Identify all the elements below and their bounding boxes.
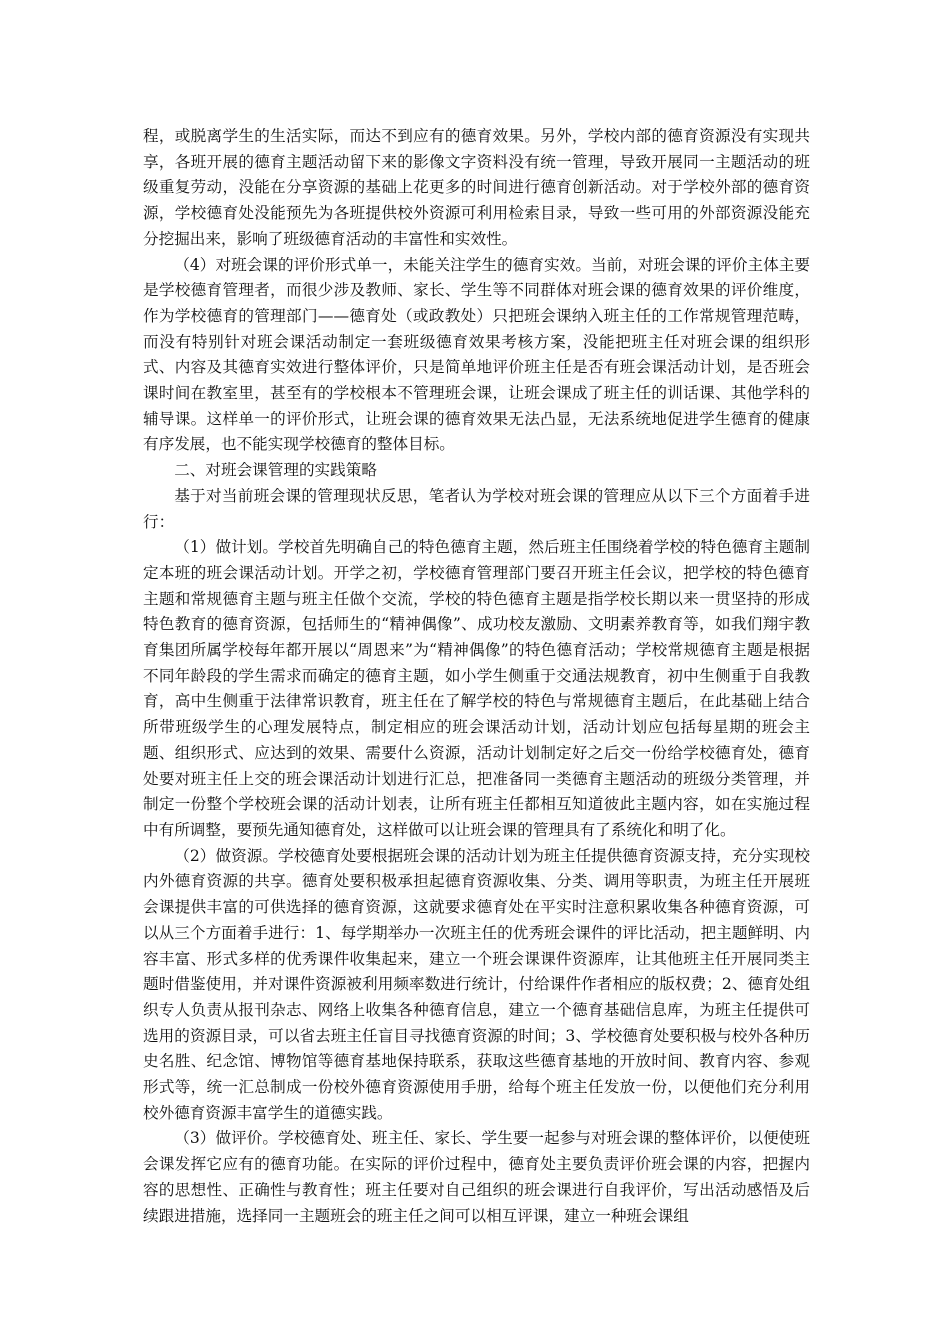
paragraph-evaluation-issue: （4）对班会课的评价形式单一，未能关注学生的德育实效。当前，对班会课的评价主体主要是学校德育管理者，而很少涉及教师、家长、学生等不同群体对班会课的德育效果的评价维度，作为学校德育的管理部门——德育处（或政教处）只把班会课纳入班主任的工作常规管理范畴，而没有特别针对班会课活动制定一套班级德育效果考核方案，没能把班主任对班会课的组织形式、内容及其德育实效进行整体评价，只是简单地评价班主任是否有班会课活动计划，是否班会课时间在教室里，甚至有的学校根本不管理班会课，让班会课成了班主任的训话课、其他学科的辅导课。这样单一的评价形式，让班会课的德育效果无法凸显，无法系统地促进学生德育的健康有序发展，也不能实现学校德育的整体目标。 <box>143 255 810 454</box>
paragraph-evaluation: （3）做评价。学校德育处、班主任、家长、学生要一起参与对班会课的整体评价，以便使班会课发挥它应有的德育功能。在实际的评价过程中，德育处主要负责评价班会课的内容，把握内容的思想性、正确性与教育性；班主任要对自己组织的班会课进行自我评价，写出活动感悟及后续跟进措施，选择同一主题班会的班主任之间可以相互评课，建立一种班会课组 <box>143 1129 810 1225</box>
paragraph-resources: （2）做资源。学校德育处要根据班会课的活动计划为班主任提供德育资源支持，充分实现校内外德育资源的共享。德育处要积极承担起德育资源收集、分类、调用等职责，为班主任开展班会课提供丰富的可供选择的德育资源，这就要求德育处在平实时注意积累收集各种德育资源，可以从三个方面着手进行：1、每学期举办一次班主任的优秀班会课件的评比活动，把主题鲜明、内容丰富、形式多样的优秀课件收集起来，建立一个班会课课件资源库，让其他班主任开展同类主题时借鉴使用，并对课件资源被利用频率数进行统计，付给课件作者相应的版权费；2、德育处组织专人负责从报刊杂志、网络上收集各种德育信息，建立一个德育基础信息库，为班主任提供可选用的资源目录，可以省去班主任盲目寻找德育资源的时间；3、学校德育处要积极与校外各种历史名胜、纪念馆、博物馆等德育基地保持联系，获取这些德育基地的开放时间、教育内容、参观形式等，统一汇总制成一份校外德育资源使用手册，给每个班主任发放一份，以便他们充分利用校外德育资源丰富学生的道德实践。 <box>143 846 810 1122</box>
paragraph-planning: （1）做计划。学校首先明确自己的特色德育主题，然后班主任围绕着学校的特色德育主题制定本班的班会课活动计划。开学之初，学校德育管理部门要召开班主任会议，把学校的特色德育主题和常规德育主题与班主任做个交流，学校的特色德育主题是指学校长期以来一贯坚持的形成特色教育的德育资源，包括师生的“精神偶像”、成功校友激励、文明素养教育等，如我们翔宇教育集团所属学校每年都开展以“周恩来”为“精神偶像”的特色德育活动；学校常规德育主题是根据不同年龄段的学生需求而确定的德育主题，如小学生侧重于交通法规教育，初中生侧重于自我教育，高中生侧重于法律常识教育，班主任在了解学校的特色与常规德育主题后，在此基础上结合所带班级学生的心理发展特点，制定相应的班会课活动计划，活动计划应包括每星期的班会主题、组织形式、应达到的效果、需要什么资源，活动计划制定好之后交一份给学校德育处，德育处要对班主任上交的班会课活动计划进行汇总，把准备同一类德育主题活动的班级分类管理，并制定一份整个学校班会课的活动计划表，让所有班主任都相互知道彼此主题内容，如在实施过程中有所调整，要预先通知德育处，这样做可以让班会课的管理具有了系统化和明了化。 <box>143 538 810 839</box>
document-body <box>143 124 810 1229</box>
section-heading: 二、对班会课管理的实践策略 <box>174 461 377 480</box>
paragraph-continuation: 程，或脱离学生的生活实际，而达不到应有的德育效果。另外，学校内部的德育资源没有实现共享，各班开展的德育主题活动留下来的影像文字资料没有统一管理，导致开展同一主题活动的班级重复劳动，没能在分享资源的基础上花更多的时间进行德育创新活动。对于学校外部的德育资源，学校德育处没能预先为各班提供校外资源可利用检索目录，导致一些可用的外部资源没能充分挖掘出来，影响了班级德育活动的丰富性和实效性。 <box>143 127 810 248</box>
paragraph-intro: 基于对当前班会课的管理现状反思，笔者认为学校对班会课的管理应从以下三个方面着手进行： <box>143 486 810 531</box>
